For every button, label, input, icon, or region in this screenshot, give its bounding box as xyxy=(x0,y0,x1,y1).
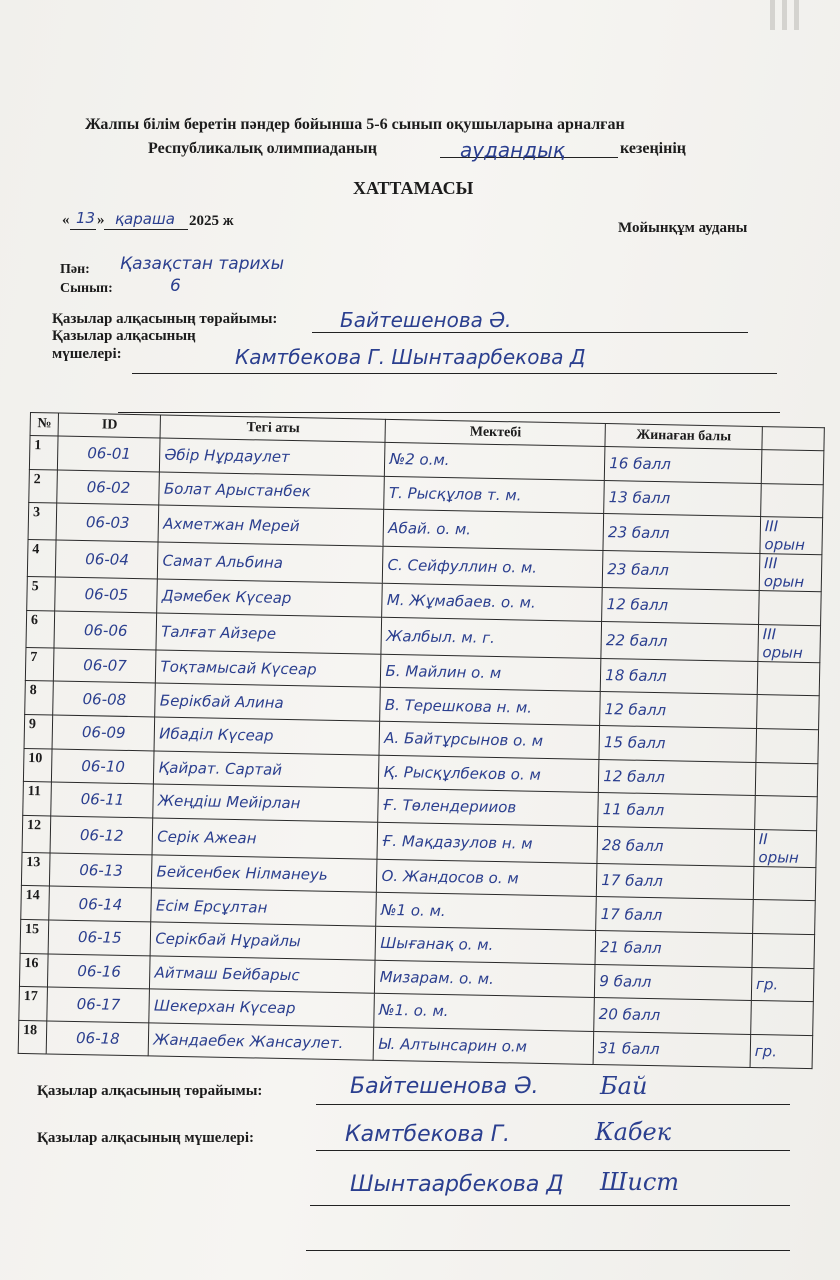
row-school: Жалбыл. м. г. xyxy=(381,617,601,658)
date-month: қараша xyxy=(115,210,175,228)
row-id: 06-15 xyxy=(48,920,151,956)
row-school: Ғ. Төлендерииов xyxy=(378,788,598,826)
row-number: 4 xyxy=(27,540,56,578)
col-header-place xyxy=(762,427,825,451)
jury-chair-underline xyxy=(312,332,748,333)
row-school: С. Сейфуллин о. м. xyxy=(383,546,603,587)
row-score: 31 балл xyxy=(593,1031,750,1068)
row-place: III орын xyxy=(759,554,822,592)
footer-member-1-underline xyxy=(316,1150,790,1151)
row-number: 5 xyxy=(27,577,56,611)
results-table xyxy=(18,412,825,1069)
row-score: 22 балл xyxy=(601,621,758,661)
col-header-number: № xyxy=(30,413,59,437)
row-student-name: Тоқтамысай Күсеар xyxy=(156,650,382,688)
row-id: 06-18 xyxy=(47,1021,150,1057)
row-score: 9 балл xyxy=(595,964,752,1001)
background-stripe xyxy=(794,0,799,30)
row-place xyxy=(753,866,816,901)
row-id: 06-16 xyxy=(48,953,151,989)
row-score: 12 балл xyxy=(599,759,756,796)
col-header-score: Жинаған балы xyxy=(605,424,762,450)
row-number: 1 xyxy=(29,436,58,470)
row-student-name: Есім Ерсұлтан xyxy=(151,888,377,926)
date-month-underline xyxy=(104,229,188,230)
date-day-underline xyxy=(70,229,96,230)
row-student-name: Шекерхан Күсеар xyxy=(149,989,375,1027)
row-number: 9 xyxy=(24,714,53,748)
row-id: 06-11 xyxy=(51,782,154,818)
row-place xyxy=(753,900,816,935)
footer-chair-underline xyxy=(316,1104,790,1105)
row-number: 16 xyxy=(19,953,48,987)
row-place xyxy=(755,796,818,831)
row-place: гр. xyxy=(751,967,814,1002)
district-name: Мойынқұм ауданы xyxy=(618,220,748,236)
row-student-name: Бейсенбек Нілманеуь xyxy=(152,855,378,893)
row-score: 17 балл xyxy=(597,863,754,900)
row-school: Шығанақ о. м. xyxy=(375,926,595,964)
jury-chair-value: Байтешенова Ә. xyxy=(340,308,512,332)
row-place xyxy=(757,661,820,696)
row-place xyxy=(761,450,824,485)
row-number: 15 xyxy=(20,919,49,953)
row-student-name: Қайрат. Сартай xyxy=(154,751,380,789)
row-score: 21 балл xyxy=(595,930,752,967)
footer-chair-signature: Бай xyxy=(600,1072,648,1100)
col-header-school: Мектебі xyxy=(385,419,605,446)
row-score: 23 балл xyxy=(602,551,759,591)
blank-line xyxy=(118,412,780,413)
row-place: III орын xyxy=(760,517,823,555)
row-id: 06-17 xyxy=(47,987,150,1023)
row-score: 16 балл xyxy=(605,447,762,484)
row-student-name: Серікбай Нұрайлы xyxy=(150,922,376,960)
footer-member-1-name: Камтбекова Г. xyxy=(345,1122,511,1147)
row-score: 12 балл xyxy=(600,692,757,729)
row-id: 06-14 xyxy=(49,886,152,922)
background-stripe xyxy=(782,0,787,30)
row-id: 06-01 xyxy=(58,436,161,472)
row-student-name: Самат Альбина xyxy=(158,542,384,583)
row-school: Б. Майлин о. м xyxy=(381,654,601,692)
row-student-name: Әбір Нұрдаулет xyxy=(160,438,386,476)
row-number: 6 xyxy=(26,610,55,648)
row-school: №1 о. м. xyxy=(376,893,596,931)
row-school: №2 о.м. xyxy=(385,442,605,480)
row-place: III орын xyxy=(758,624,821,662)
row-place: гр. xyxy=(750,1034,813,1069)
date-close-quote: » xyxy=(97,212,105,228)
grade-label: Сынып: xyxy=(60,281,113,296)
row-score: 15 балл xyxy=(599,725,756,762)
footer-member-2-name: Шынтаарбекова Д xyxy=(350,1172,564,1197)
row-number: 14 xyxy=(21,886,50,920)
row-student-name: Болат Арыстанбек xyxy=(159,472,385,510)
row-place xyxy=(756,728,819,763)
row-school: Абай. о. м. xyxy=(383,510,603,551)
row-school: Ы. Алтынсарин о.м xyxy=(374,1027,594,1065)
row-number: 3 xyxy=(28,503,57,541)
row-student-name: Жандаебек Жансаулет. xyxy=(149,1023,375,1061)
jury-members-label-2: мүшелері: xyxy=(52,346,122,362)
row-id: 06-07 xyxy=(54,648,157,684)
row-place xyxy=(755,762,818,797)
jury-members-underline xyxy=(132,373,777,374)
row-number: 11 xyxy=(23,782,52,816)
header-line-2-suffix: кезеңінің xyxy=(620,140,686,157)
subject-label: Пән: xyxy=(60,262,90,277)
subject-value: Қазақстан тарихы xyxy=(120,254,285,274)
row-score: 18 балл xyxy=(600,658,757,695)
row-place xyxy=(758,591,821,626)
row-id: 06-04 xyxy=(56,540,159,579)
row-score: 23 балл xyxy=(603,514,760,554)
row-school: Мизарам. о. м. xyxy=(375,960,595,998)
footer-members-label: Қазылар алқасының мүшелері: xyxy=(37,1130,255,1146)
row-place xyxy=(761,483,824,518)
row-school: А. Байтұрсынов о. м xyxy=(379,721,599,759)
row-number: 13 xyxy=(21,852,50,886)
col-header-id: ID xyxy=(58,413,160,438)
row-school: Қ. Рысқұлбеков о. м xyxy=(379,755,599,793)
row-student-name: Ибаділ Күсеар xyxy=(154,717,380,755)
row-student-name: Талғат Айзере xyxy=(156,613,382,654)
header-line-1: Жалпы білім беретін пәндер бойынша 5-6 сынып оқушыларына арналған xyxy=(85,116,625,133)
row-id: 06-12 xyxy=(50,816,153,855)
footer-member-2-signature: Шист xyxy=(600,1168,680,1196)
row-score: 20 балл xyxy=(594,998,751,1035)
jury-members-value: Камтбекова Г. Шынтаарбекова Д xyxy=(235,345,586,369)
row-id: 06-03 xyxy=(56,503,159,542)
row-id: 06-05 xyxy=(55,577,158,613)
row-number: 17 xyxy=(19,987,48,1021)
row-number: 18 xyxy=(18,1020,47,1054)
row-number: 12 xyxy=(22,815,51,853)
row-school: №1. о. м. xyxy=(374,993,594,1031)
row-student-name: Серік Ажеан xyxy=(152,818,378,859)
row-id: 06-08 xyxy=(53,681,156,717)
row-school: В. Терешкова н. м. xyxy=(380,688,600,726)
row-place xyxy=(756,695,819,730)
row-student-name: Дәмебек Күсеар xyxy=(157,579,383,617)
row-student-name: Берікбай Алина xyxy=(155,683,381,721)
jury-members-label-1: Қазылар алқасының xyxy=(52,328,196,344)
background-stripe xyxy=(770,0,775,30)
footer-chair-label: Қазылар алқасының төрайымы: xyxy=(37,1083,263,1099)
date-day: 13 xyxy=(76,209,96,227)
row-score: 11 балл xyxy=(598,793,755,830)
row-student-name: Ахметжан Мерей xyxy=(158,505,384,546)
row-place xyxy=(751,1001,814,1036)
row-score: 12 балл xyxy=(602,588,759,625)
date-year: 2025 ж xyxy=(189,213,234,229)
row-school: О. Жандосов о. м xyxy=(377,859,597,897)
footer-member-2-underline xyxy=(310,1205,790,1206)
col-header-name: Тегі аты xyxy=(160,415,385,442)
footer-chair-name: Байтешенова Ә. xyxy=(350,1074,539,1099)
footer-member-1-signature: Кабек xyxy=(595,1118,672,1146)
row-id: 06-10 xyxy=(52,749,155,785)
row-score: 17 балл xyxy=(596,897,753,934)
row-score: 28 балл xyxy=(597,826,754,866)
row-score: 13 балл xyxy=(604,480,761,517)
olympiad-stage-value: аудандық xyxy=(460,138,565,162)
row-number: 8 xyxy=(25,681,54,715)
row-student-name: Жеңдіш Мейірлан xyxy=(153,784,379,822)
document-title: ХАТТАМАСЫ xyxy=(353,178,474,198)
row-school: Т. Рысқұлов т. м. xyxy=(384,476,604,514)
row-id: 06-09 xyxy=(52,715,155,751)
row-id: 06-02 xyxy=(57,470,160,506)
row-id: 06-06 xyxy=(54,611,157,650)
footer-blank-line xyxy=(306,1250,790,1251)
row-place xyxy=(752,933,815,968)
date-open-quote: « xyxy=(62,212,70,228)
row-number: 2 xyxy=(29,469,58,503)
row-number: 10 xyxy=(23,748,52,782)
jury-chair-label: Қазылар алқасының төрайымы: xyxy=(52,311,278,327)
row-student-name: Айтмаш Бейбарыс xyxy=(150,955,376,993)
row-id: 06-13 xyxy=(50,853,153,889)
row-school: Ғ. Мақдазулов н. м xyxy=(377,822,597,863)
header-line-2-prefix: Республикалық олимпиаданың xyxy=(148,140,377,157)
grade-value: 6 xyxy=(170,276,181,296)
row-place: II орын xyxy=(754,829,817,867)
row-school: М. Жұмабаев. о. м. xyxy=(382,583,602,621)
row-number: 7 xyxy=(25,647,54,681)
